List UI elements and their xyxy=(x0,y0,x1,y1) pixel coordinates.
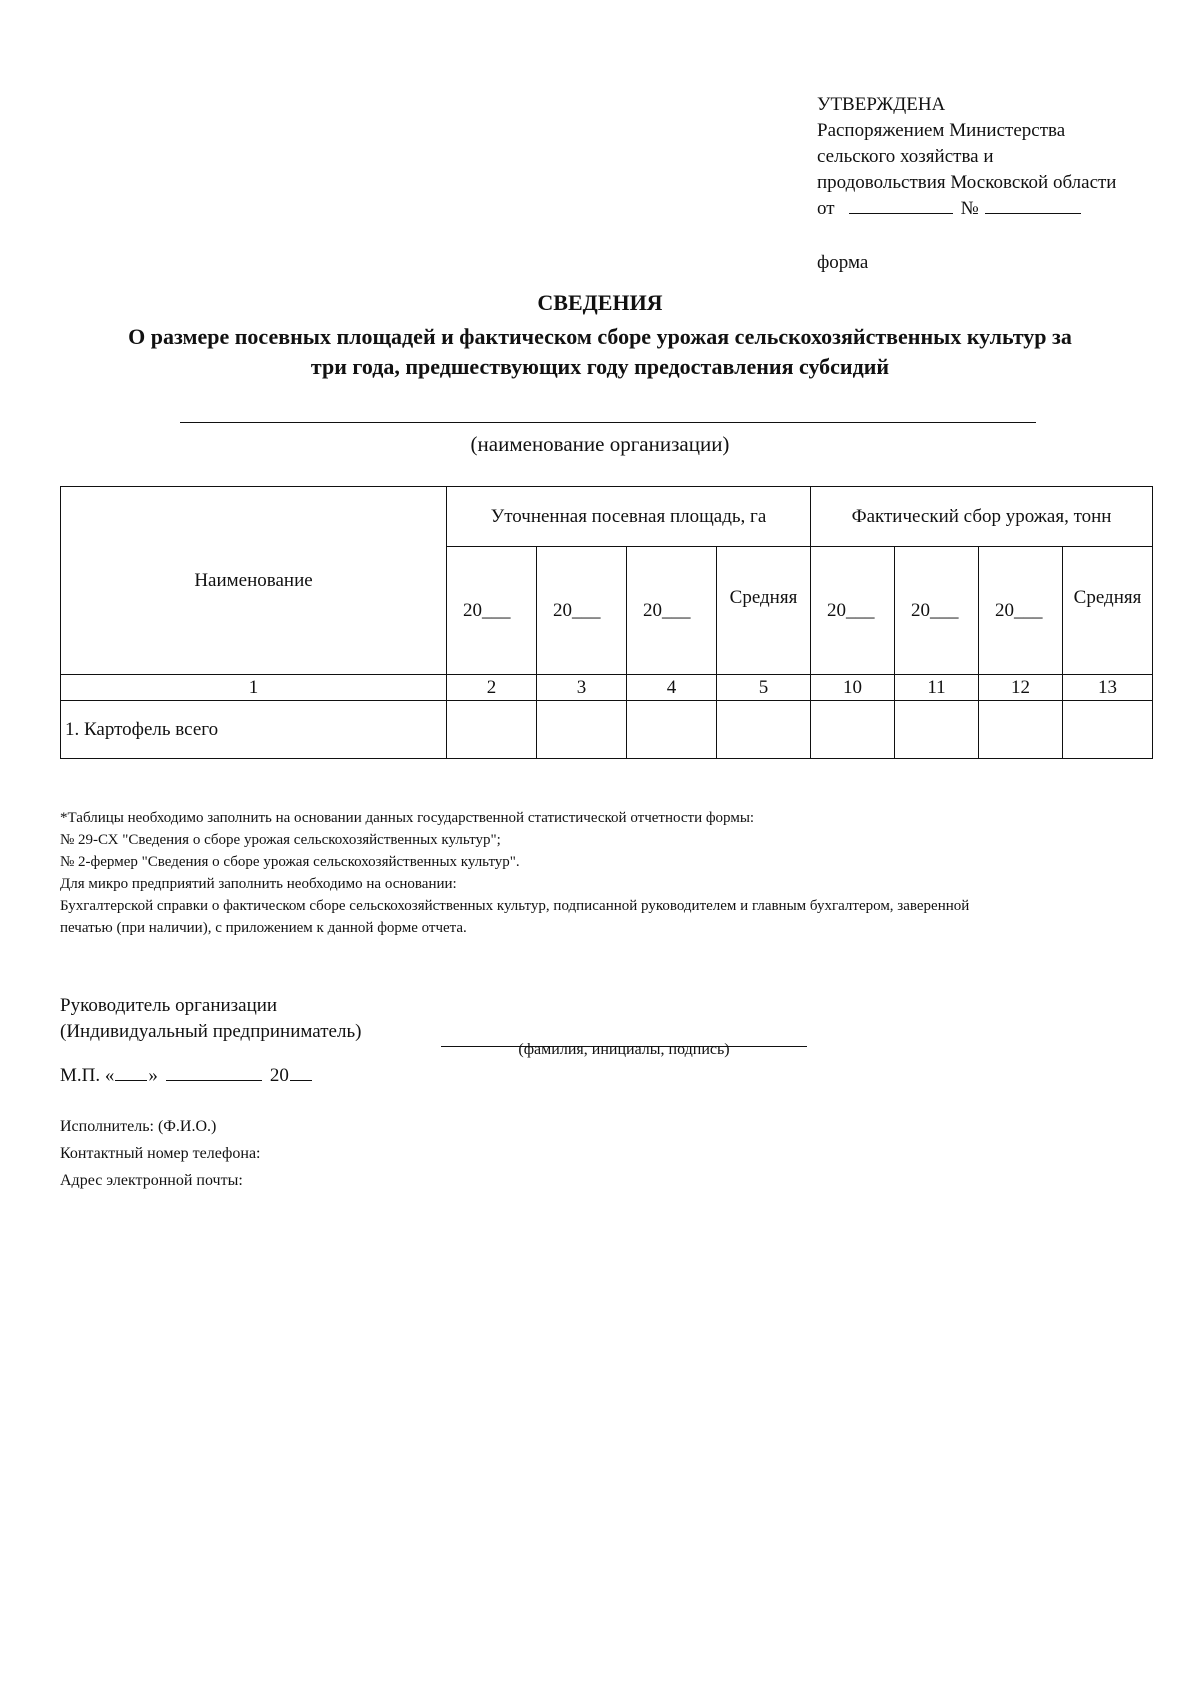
row-name: 1. Картофель всего xyxy=(61,701,447,759)
year-prefix: 20 xyxy=(269,1065,289,1086)
average-header: Средняя xyxy=(1063,547,1153,675)
number-prefix: № xyxy=(960,198,979,219)
column-number: 11 xyxy=(895,675,979,701)
year-header: 20___ xyxy=(811,547,895,675)
year-header: 20___ xyxy=(447,547,537,675)
note-line: № 2-фермер "Сведения о сборе урожая сельскохозяйственных культур". xyxy=(60,854,520,870)
approval-heading: УТВЕРЖДЕНА xyxy=(817,94,946,115)
data-cell[interactable] xyxy=(895,701,979,759)
phone-label: Контактный номер телефона: xyxy=(60,1145,261,1162)
approval-line-3: продовольствия Московской области xyxy=(817,172,1117,193)
column-number: 1 xyxy=(61,675,447,701)
column-number: 5 xyxy=(717,675,811,701)
data-cell[interactable] xyxy=(979,701,1063,759)
email-label: Адрес электронной почты: xyxy=(60,1172,243,1189)
harvest-header: Фактический сбор урожая, тонн xyxy=(811,487,1153,547)
sown-area-header: Уточненная посевная площадь, га xyxy=(447,487,811,547)
approval-line-2: сельского хозяйства и xyxy=(817,146,994,167)
year-header: 20___ xyxy=(895,547,979,675)
crop-data-table xyxy=(60,486,1153,759)
stamp-date-line xyxy=(60,1065,312,1087)
organization-name-field[interactable] xyxy=(180,422,1036,423)
signatory-line-1: Руководитель организации xyxy=(60,995,278,1016)
year-header: 20___ xyxy=(979,547,1063,675)
form-label: форма xyxy=(817,252,869,273)
column-number: 4 xyxy=(627,675,717,701)
number-field[interactable] xyxy=(985,199,1081,214)
note-line: Для микро предприятий заполнить необходимо на основании: xyxy=(60,876,457,892)
note-line: Бухгалтерской справки о фактическом сборе сельскохозяйственных культур, подписанной руководителем и главным бухгалтером, заверенной xyxy=(60,898,970,914)
table-row xyxy=(61,701,1153,759)
column-number: 12 xyxy=(979,675,1063,701)
year-field[interactable] xyxy=(290,1066,312,1081)
signatory-line-2: (Индивидуальный предприниматель) xyxy=(60,1021,362,1042)
subtitle-line-2: три года, предшествующих году предоставления субсидий xyxy=(310,354,890,379)
date-field[interactable] xyxy=(849,199,953,214)
day-field[interactable] xyxy=(115,1066,147,1081)
mp-prefix: М.П. « xyxy=(60,1065,115,1086)
approval-date-number xyxy=(817,196,1177,222)
table-header-groups xyxy=(61,487,1153,547)
document-title: СВЕДЕНИЯ xyxy=(537,290,663,315)
document-subtitle xyxy=(60,322,1140,382)
month-field[interactable] xyxy=(166,1066,262,1081)
column-number: 3 xyxy=(537,675,627,701)
signature-caption: (фамилия, инициалы, подпись) xyxy=(518,1041,730,1058)
mp-quote-close: » xyxy=(148,1065,158,1086)
data-cell[interactable] xyxy=(1063,701,1153,759)
contacts-block xyxy=(60,1113,261,1194)
note-line: № 29-СХ "Сведения о сборе урожая сельскохозяйственных культур"; xyxy=(60,832,501,848)
date-prefix: от xyxy=(817,198,835,219)
signatory-block xyxy=(60,993,361,1045)
subtitle-line-1: О размере посевных площадей и фактическом сборе урожая сельскохозяйственных культур за xyxy=(128,324,1072,349)
data-cell[interactable] xyxy=(537,701,627,759)
column-number: 2 xyxy=(447,675,537,701)
data-cell[interactable] xyxy=(447,701,537,759)
note-line: печатью (при наличии), с приложением к данной форме отчета. xyxy=(60,920,467,936)
approval-block xyxy=(817,92,1177,222)
year-header: 20___ xyxy=(627,547,717,675)
data-cell[interactable] xyxy=(811,701,895,759)
column-numbers-row xyxy=(61,675,1153,701)
data-cell[interactable] xyxy=(717,701,811,759)
data-cell[interactable] xyxy=(627,701,717,759)
approval-line-1: Распоряжением Министерства xyxy=(817,120,1066,141)
name-column-header: Наименование xyxy=(61,487,447,675)
note-line: *Таблицы необходимо заполнить на основании данных государственной статистической отчетности формы: xyxy=(60,810,755,826)
column-number: 10 xyxy=(811,675,895,701)
executor-label: Исполнитель: (Ф.И.О.) xyxy=(60,1118,217,1135)
column-number: 13 xyxy=(1063,675,1153,701)
average-header: Средняя xyxy=(717,547,811,675)
footnotes xyxy=(60,807,1160,939)
year-header: 20___ xyxy=(537,547,627,675)
organization-caption: (наименование организации) xyxy=(470,432,730,456)
